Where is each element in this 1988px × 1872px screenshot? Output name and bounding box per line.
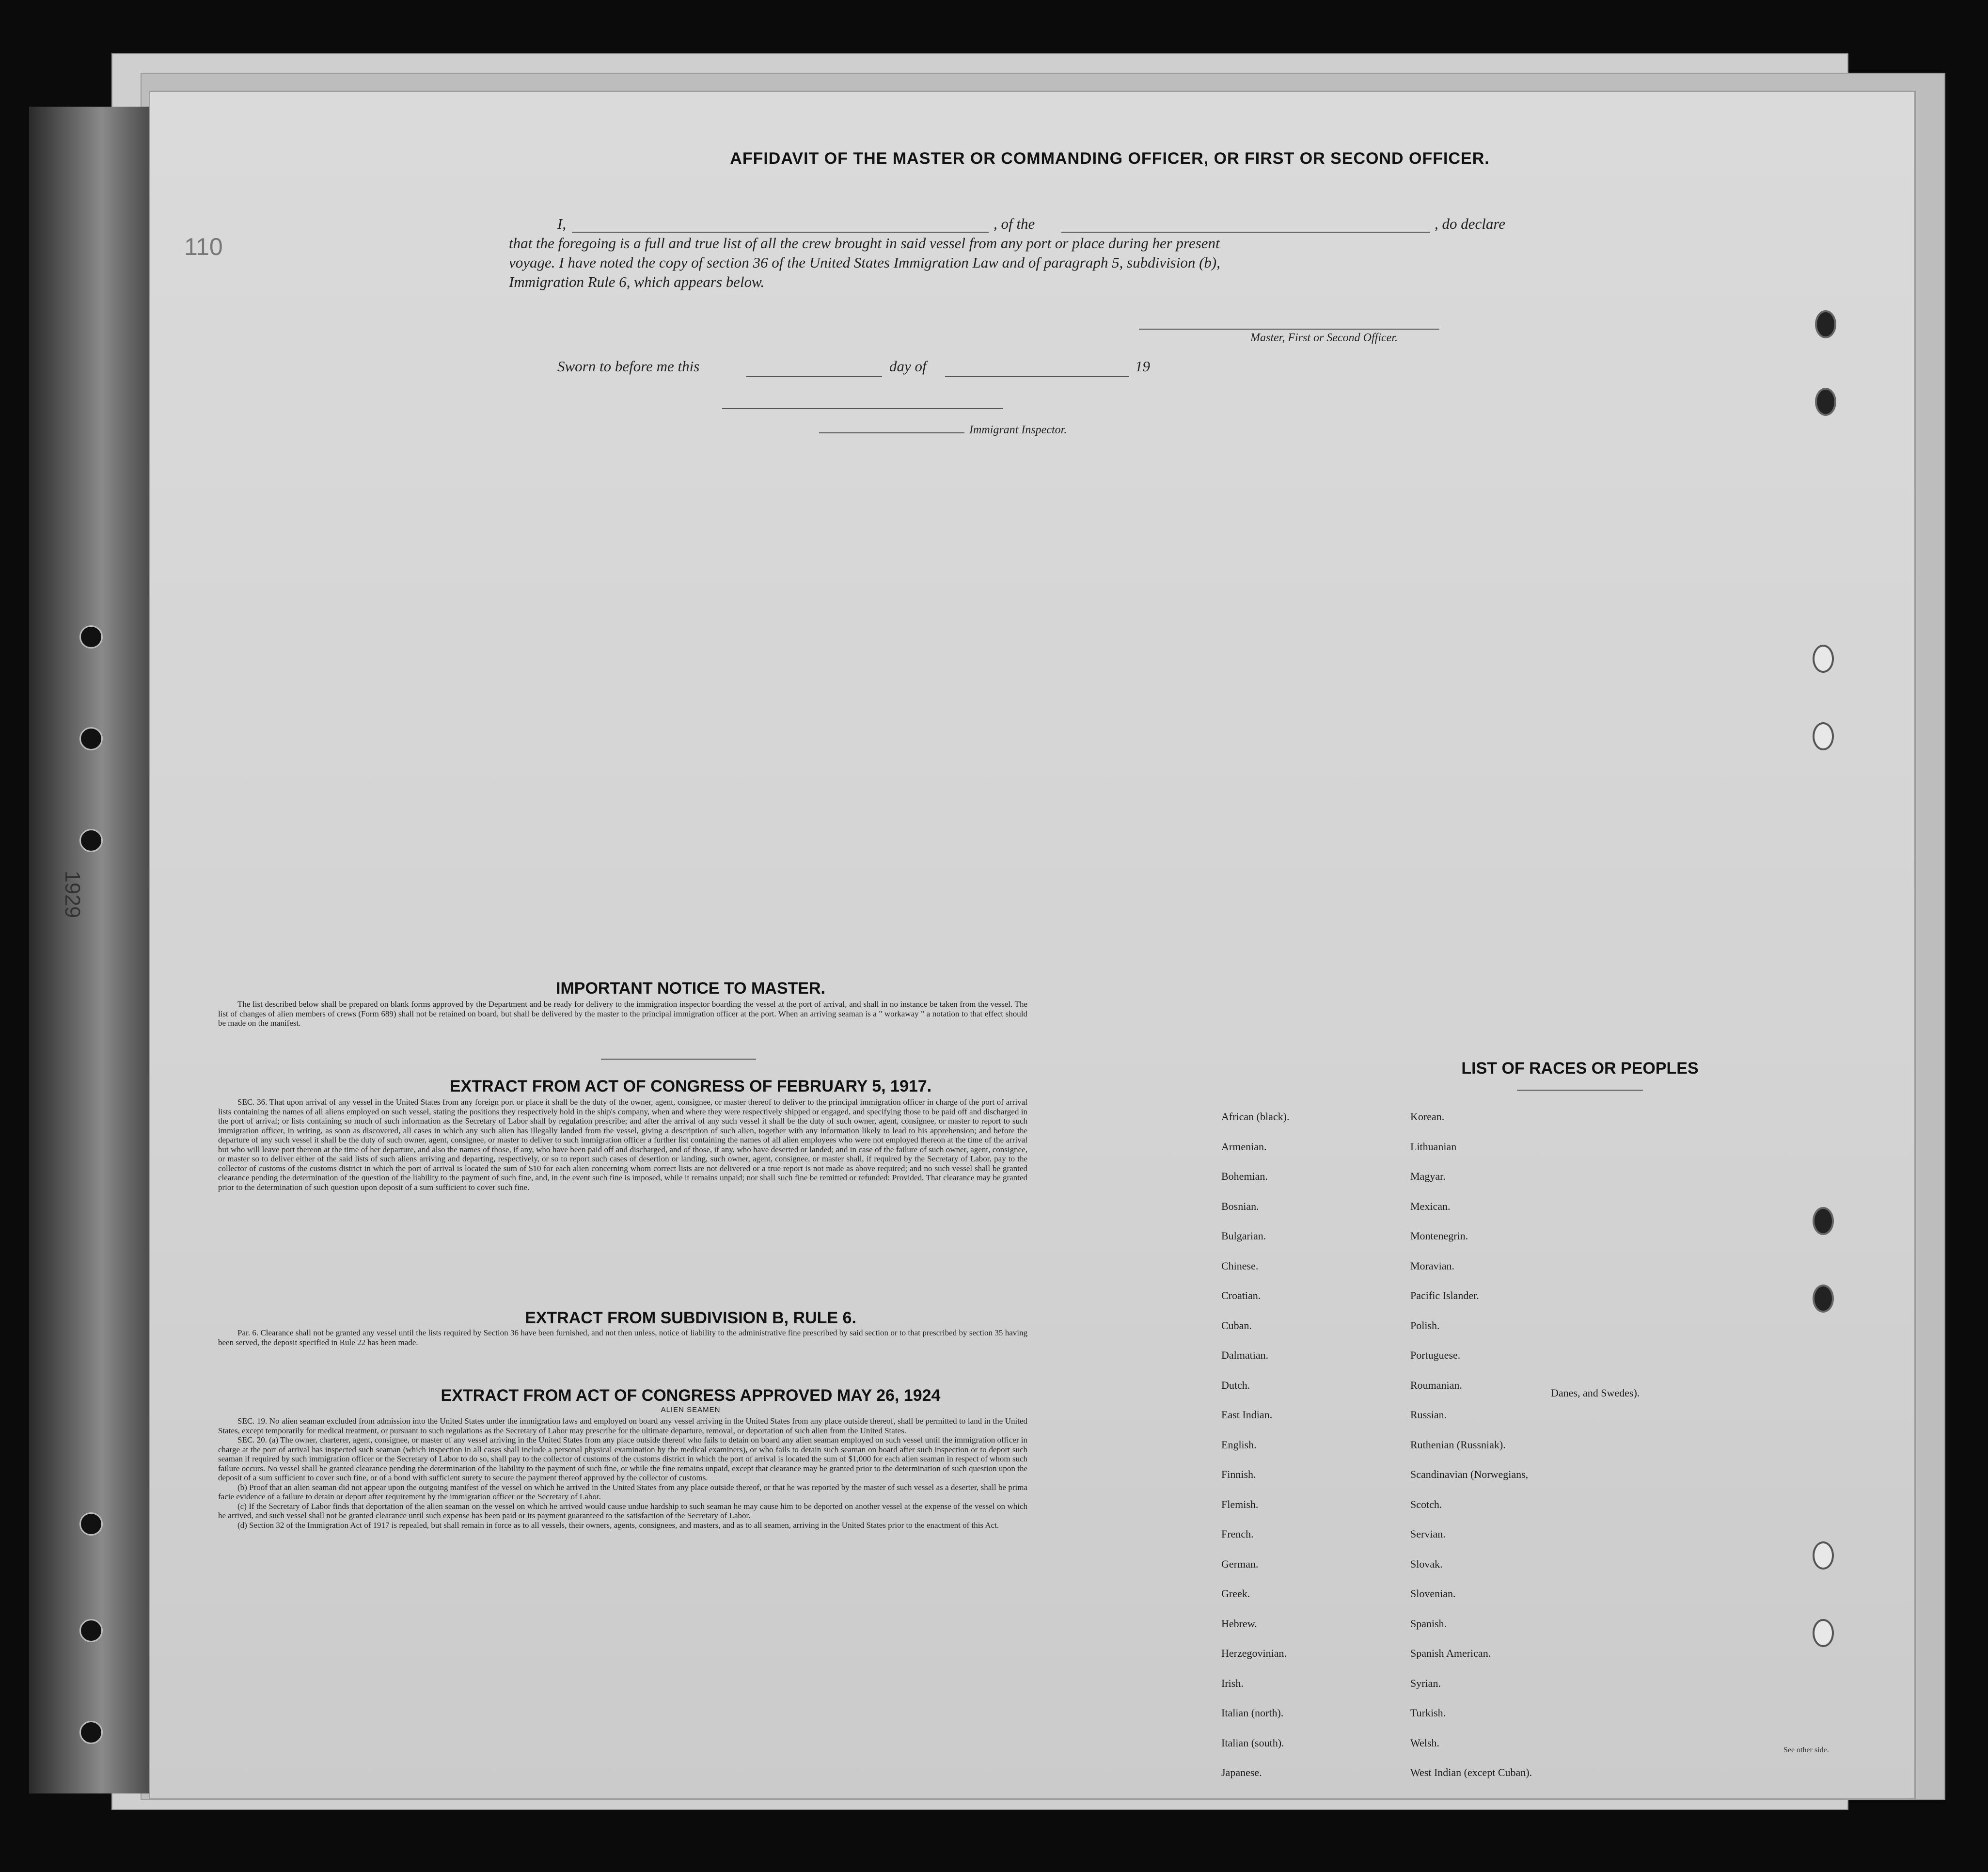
affidavit-line-1-end: , do declare [1435, 215, 1506, 232]
binder-spine [29, 107, 150, 1793]
race-item: Scandinavian (Norwegians, [1410, 1468, 1529, 1480]
inspector-underline [819, 432, 964, 433]
notice-body [218, 999, 1027, 1028]
sworn-day-line [746, 376, 882, 377]
race-item: Mexican. [1410, 1200, 1451, 1212]
signature-label: Master, First or Second Officer. [1250, 332, 1398, 344]
signature-line [1139, 329, 1439, 330]
punch-hole [1815, 310, 1836, 338]
punch-hole [1815, 388, 1836, 416]
race-item: Dalmatian. [1221, 1349, 1269, 1361]
race-item: Greek. [1221, 1587, 1250, 1600]
race-item: Lithuanian [1410, 1140, 1457, 1153]
race-item: Finnish. [1221, 1468, 1256, 1480]
binder-hole [79, 625, 103, 649]
race-item: Magyar. [1410, 1170, 1446, 1182]
race-item: Bulgarian. [1221, 1230, 1266, 1242]
sworn-prefix: Sworn to before me this [557, 358, 700, 375]
side-year-mark: 1929 [60, 871, 84, 918]
race-item: West Indian (except Cuban). [1410, 1766, 1532, 1778]
extract-1917-title: EXTRACT FROM ACT OF CONGRESS OF FEBRUARY 5, 1917. [449, 1077, 932, 1095]
extract-1924-title: EXTRACT FROM ACT OF CONGRESS APPROVED MAY 26, 1924 [441, 1386, 941, 1405]
race-item: Flemish. [1221, 1498, 1259, 1510]
race-item: English. [1221, 1438, 1257, 1451]
race-item: Welsh. [1410, 1736, 1439, 1749]
race-item: Bosnian. [1221, 1200, 1259, 1212]
section-divider [601, 1059, 756, 1060]
race-item: Italian (north). [1221, 1707, 1284, 1719]
sec-20b-text: (b) Proof that an alien seaman did not appear upon the outgoing manifest of the vessel on which he arrived in the United States from any place outside thereof, or that he was reported by the master of such vessel as a deserter, shall be prima facie evidence of a failure to detain or deport after requirement by the immigration officer or the Secretary of Labor. [218, 1482, 1027, 1501]
affidavit-line-3: voyage. I have noted the copy of section 36 of the United States Immigration Law and of paragraph 5, subdivision (b), [509, 254, 1220, 271]
race-item: Italian (south). [1221, 1736, 1284, 1749]
day-of-label: day of [889, 358, 927, 375]
section-36-text: SEC. 36. That upon arrival of any vessel in the United States from any foreign port or place it shall be the duty of the owner, agent, consignee, or master thereof to deliver to the principal immigration officer in charge of the port of arrival lists containing the names of all aliens employed on such vessel, stating the positions they respectively hold in the ship's company, when and where they were respectively shipped or engaged, and specifying those to be paid off and discharged in the port of arrival; or lists containing so much of such information as the Secretary of Labor shall by regulation prescribe; and after the arrival of any such vessel it shall be the duty of such owner, agent, consignee, or master to report to such immigration officer, in writing, as soon as discovered, all cases in which any such alien has illegally landed from the vessel, giving a description of such alien, together with any information likely to lead to his apprehension; and before the departure of any such vessel it shall be the duty of such owner, agent, consignee, or master to deliver to such immigration officer a further list containing the names of all alien employees who were not employed thereon at the time of the arrival but who will leave port thereon at the time of her departure, and also the names of those, if any, who have been paid off and discharged, and of those, if any, who have deserted or landed; and in case of the failure of such owner, agent, consignee, or master so to deliver either of the said lists of such aliens arriving and departing, respectively, or so to report such cases of desertion or landing, such owner, agent, consignee, or master shall, if required by the Secretary of Labor, pay to the collector of customs of the customs district in which the port of arrival is located the sum of $10 for each alien concerning whom correct lists are not delivered or a true report is not made as above required; and no such vessel shall be granted clearance pending the determination of the question of the liability to the payment of such fine, and, in the event such fine is imposed, while it remains unpaid; nor shall such fine be remitted or refunded: Provided, That clearance may be granted prior to the determination of such question upon deposit of a sum sufficient to cover such fine. [218, 1097, 1027, 1192]
punch-hole [1813, 722, 1834, 750]
race-item: Croatian. [1221, 1289, 1261, 1301]
race-item: Dutch. [1221, 1379, 1250, 1391]
race-item: Slovak. [1410, 1557, 1443, 1570]
race-item: Pacific Islander. [1410, 1289, 1479, 1301]
races-title-underline [1517, 1090, 1643, 1091]
race-item: East Indian. [1221, 1409, 1273, 1421]
race-item: Korean. [1410, 1111, 1445, 1123]
affidavit-line-1-start: I, [557, 215, 567, 232]
race-scandinavian-continued: Danes, and Swedes). [1551, 1387, 1640, 1399]
sworn-month-line [945, 376, 1129, 377]
race-item: Roumanian. [1410, 1379, 1462, 1391]
race-item: Montenegrin. [1410, 1230, 1468, 1242]
inspector-label: Immigrant Inspector. [969, 424, 1067, 436]
name-blank-line [572, 232, 989, 233]
punch-hole [1813, 1207, 1834, 1235]
race-item: Servian. [1410, 1528, 1446, 1540]
race-item: Moravian. [1410, 1259, 1455, 1272]
races-title: LIST OF RACES OR PEOPLES [1461, 1059, 1699, 1078]
race-item: Japanese. [1221, 1766, 1262, 1778]
race-item: Herzegovinian. [1221, 1647, 1287, 1659]
bottom-right-note: See other side. [1783, 1746, 1829, 1754]
alien-seamen-subhead: ALIEN SEAMEN [661, 1406, 721, 1414]
inspector-signature-line [722, 408, 1003, 409]
race-item: Syrian. [1410, 1677, 1441, 1689]
extract-1917-body [218, 1097, 1027, 1192]
sec-19-text: SEC. 19. No alien seaman excluded from admission into the United States under the immigration laws and employed on board any vessel arriving in the United States from any place outside thereof, shall be permitted to land in the United States, except temporarily for medical treatment, or pursuant to such regulations as the Secretary of Labor may prescribe for the ultimate departure, removal, or deportation of such alien from the United States. [218, 1416, 1027, 1435]
race-item: Spanish American. [1410, 1647, 1491, 1659]
race-item: Ruthenian (Russniak). [1410, 1438, 1506, 1451]
extract-rule6-title: EXTRACT FROM SUBDIVISION B, RULE 6. [525, 1309, 856, 1327]
year-prefix: 19 [1135, 358, 1150, 375]
affidavit-line-2: that the foregoing is a full and true list of all the crew brought in said vessel from any port or place during her present [509, 235, 1220, 252]
race-item: Armenian. [1221, 1140, 1267, 1153]
binder-hole [79, 1619, 103, 1642]
race-item: Cuban. [1221, 1319, 1252, 1332]
race-item: Spanish. [1410, 1617, 1447, 1630]
binder-hole [79, 1512, 103, 1536]
paragraph-6-text: Par. 6. Clearance shall not be granted any vessel until the lists required by Section 36 have been furnished, and not then unless, notice of liability to the administrative fine prescribed by said section or to that prescribed by section 35 having been served, the deposit specified in Rule 22 has been made. [218, 1328, 1027, 1347]
extract-1924-body [218, 1416, 1027, 1530]
race-item: Portuguese. [1410, 1349, 1461, 1361]
notice-paragraph: The list described below shall be prepared on blank forms approved by the Department and be ready for delivery to the immigration inspector boarding the vessel at the port of arrival, and shall in no instance be taken from the vessel. The list of changes of alien members of crews (Form 689) shall not be retained on board, but shall be delivered by the master to the principal immigration officer at the port. When an arriving seaman is a " workaway " a notation to that effect should be made on the manifest. [218, 999, 1027, 1028]
punch-hole [1813, 1541, 1834, 1570]
race-item: Irish. [1221, 1677, 1244, 1689]
left-margin-number: 110 [184, 233, 223, 260]
sec-20d-text: (d) Section 32 of the Immigration Act of 1917 is repealed, but shall remain in force as to all vessels, their owners, agents, consignees, and masters, and as to all seamen, arriving in the United States prior to the enactment of this Act. [237, 1520, 999, 1530]
race-item: Scotch. [1410, 1498, 1442, 1510]
race-item: Bohemian. [1221, 1170, 1268, 1182]
punch-hole [1813, 1619, 1834, 1647]
race-item: Turkish. [1410, 1707, 1446, 1719]
race-item: Hebrew. [1221, 1617, 1257, 1630]
affidavit-title: AFFIDAVIT OF THE MASTER OR COMMANDING OFFICER, OR FIRST OR SECOND OFFICER. [730, 149, 1490, 168]
race-item: African (black). [1221, 1111, 1290, 1123]
punch-hole [1813, 645, 1834, 673]
vessel-blank-line [1061, 232, 1430, 233]
binder-hole [79, 829, 103, 852]
binder-hole [79, 1721, 103, 1744]
affidavit-line-4: Immigration Rule 6, which appears below. [509, 273, 765, 290]
sec-20a-text: SEC. 20. (a) The owner, charterer, agent, consignee, or master of any vessel arriving in the United States from any place outside thereof who fails to detain on board any alien seaman employed on such vessel until the immigration officer in charge at the port of arrival has inspected such seaman (which inspection in all cases shall include a personal physical examination by the medical examiners), or who fails to detain such seaman on board after such inspection or to deport such seaman if required by such immigration officer or the Secretary of Labor to do so, shall pay to the collector of customs of the customs district in which the port of arrival is located the sum of $1,000 for each alien seaman in respect of whom such failure occurs. No vessel shall be granted clearance pending the determination of the liability to the payment of such fine, or while the fine remains unpaid, except that clearance may be granted prior to the determination of such question upon the deposit of a sum sufficient to cover such fine, or of a bond with sufficient surety to secure the payment thereof approved by the collector of customs. [218, 1435, 1027, 1482]
manifest-page [150, 92, 1914, 1798]
race-item: Chinese. [1221, 1259, 1259, 1272]
race-item: French. [1221, 1528, 1254, 1540]
race-item: Russian. [1410, 1409, 1447, 1421]
race-item: German. [1221, 1557, 1259, 1570]
race-item: Polish. [1410, 1319, 1440, 1332]
sec-20c-text: (c) If the Secretary of Labor finds that deportation of the alien seaman on the vessel on which he arrived would cause undue hardship to such seaman he may cause him to be deported on another vessel at the expense of the vessel on which he arrived, and such vessel shall not be granted clearance until such expense has been paid or its payment guaranteed to the satisfaction of the Secretary of Labor. [218, 1501, 1027, 1520]
notice-title: IMPORTANT NOTICE TO MASTER. [556, 979, 825, 998]
extract-rule6-body [218, 1328, 1027, 1347]
affidavit-line-1-mid: , of the [994, 215, 1035, 232]
race-item: Slovenian. [1410, 1587, 1456, 1600]
binder-hole [79, 727, 103, 750]
punch-hole [1813, 1285, 1834, 1313]
